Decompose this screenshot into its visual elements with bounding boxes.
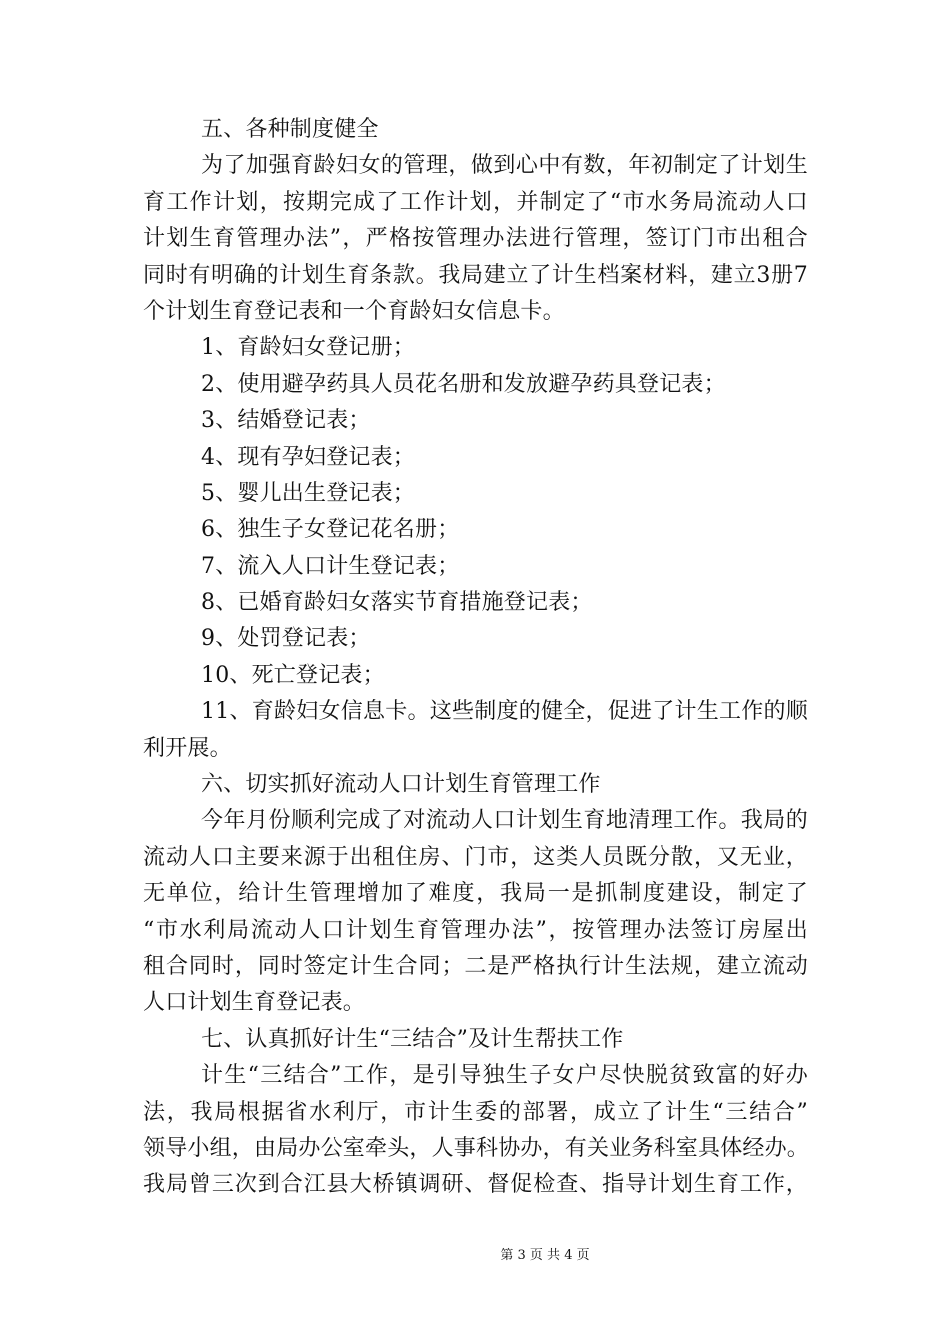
list-item: 2、使用避孕药具人员花名册和发放避孕药具登记表； bbox=[201, 371, 726, 397]
list-item: 7、流入人口计生登记表； bbox=[201, 553, 460, 579]
list-item: 6、独生子女登记花名册； bbox=[201, 517, 460, 543]
paragraph-line: 今年月份顺利完成了对流动人口计划生育地清理工作。我局的 bbox=[201, 808, 808, 834]
paragraph-line: 个计划生育登记表和一个育龄妇女信息卡。 bbox=[143, 298, 565, 324]
paragraph-line: 同时有明确的计划生育条款。我局建立了计生档案材料，建立3册7 bbox=[143, 262, 808, 288]
paragraph-line: 我局曾三次到合江县大桥镇调研、督促检查、指导计划生育工作， bbox=[143, 1172, 808, 1198]
paragraph-line: 法，我局根据省水利厅，市计生委的部署，成立了计生“三结合” bbox=[143, 1099, 808, 1125]
paragraph-line: 为了加强育龄妇女的管理，做到心中有数，年初制定了计划生 bbox=[201, 153, 808, 179]
paragraph-line: 流动人口主要来源于出租住房、门市，这类人员既分散，又无业， bbox=[143, 844, 808, 870]
list-item: 10、死亡登记表； bbox=[201, 662, 385, 688]
paragraph-line: 计划生育管理办法”，严格按管理办法进行管理，签订门市出租合 bbox=[143, 226, 808, 252]
paragraph-line: 无单位，给计生管理增加了难度，我局一是抓制度建设，制定了 bbox=[143, 881, 808, 907]
section-heading-6: 六、切实抓好流动人口计划生育管理工作 bbox=[201, 772, 601, 798]
document-body bbox=[143, 112, 808, 1204]
paragraph-line: 人口计划生育登记表。 bbox=[143, 990, 366, 1016]
section-heading-7: 七、认真抓好计生“三结合”及计生帮扶工作 bbox=[201, 1026, 624, 1052]
paragraph-line: 育工作计划，按期完成了工作计划，并制定了“市水务局流动人口 bbox=[143, 189, 808, 215]
list-item: 3、结婚登记表； bbox=[201, 408, 371, 434]
paragraph-line: 租合同时，同时签定计生合同；二是严格执行计生法规，建立流动 bbox=[143, 953, 808, 979]
paragraph-line: 领导小组，由局办公室牵头，人事科协办，有关业务科室具体经办。 bbox=[143, 1135, 810, 1161]
paragraph-line: 计生“三结合”工作，是引导独生子女户尽快脱贫致富的好办 bbox=[201, 1063, 808, 1089]
list-item: 9、处罚登记表； bbox=[201, 626, 371, 652]
list-item: 5、婴儿出生登记表； bbox=[201, 480, 415, 506]
list-item: 11、育龄妇女信息卡。这些制度的健全，促进了计生工作的顺 bbox=[201, 699, 808, 725]
section-heading-5: 五、各种制度健全 bbox=[201, 117, 379, 142]
list-item: 4、现有孕妇登记表； bbox=[201, 444, 415, 470]
list-item: 8、已婚育龄妇女落实节育措施登记表； bbox=[201, 590, 593, 616]
page-number-footer: 第 3 页 共 4 页 bbox=[500, 1248, 590, 1263]
paragraph-line: “市水利局流动人口计划生育管理办法”，按管理办法签订房屋出 bbox=[143, 917, 808, 943]
paragraph-line: 利开展。 bbox=[143, 735, 232, 761]
list-item: 1、育龄妇女登记册； bbox=[201, 335, 415, 361]
